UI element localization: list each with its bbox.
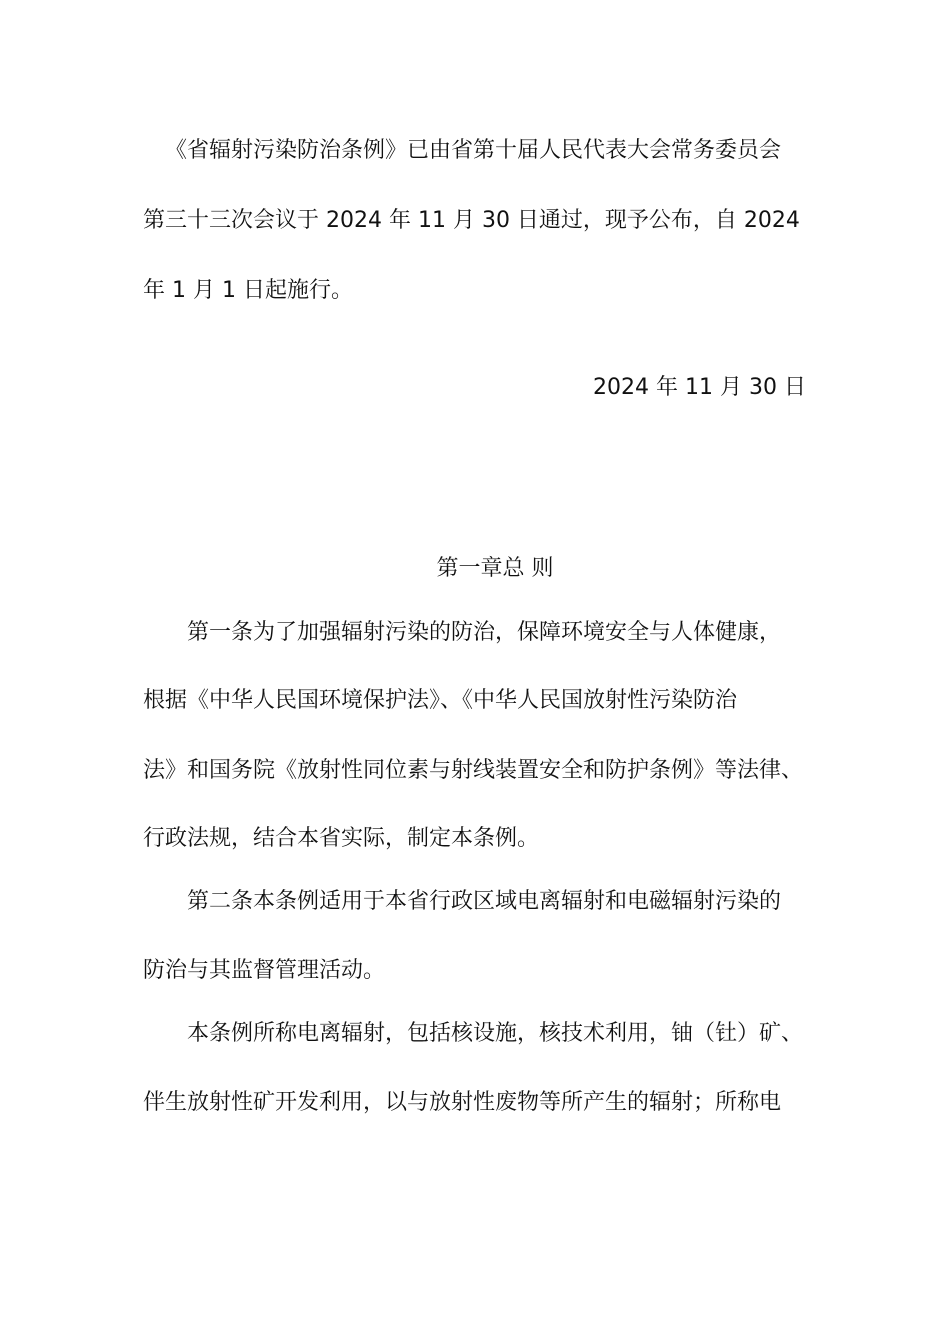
- chapter-title: 第一章总 则: [436, 556, 554, 581]
- article-3-line-2: 伴生放射性矿开发利用，以与放射性废物等所产生的辐射；所称电: [143, 1090, 782, 1115]
- article-2-line-2: 防治与其监督管理活动。: [143, 958, 386, 983]
- article-1-line-2: 根据《中华人民国环境保护法》、《中华人民国放射性污染防治: [143, 688, 738, 713]
- article-1-line-4: 行政法规，结合本省实际，制定本条例。: [143, 826, 540, 851]
- article-1-line-3: 法》和国务院《放射性同位素与射线装置安全和防护条例》等法律、: [143, 758, 804, 783]
- article-2-line-1: 第二条本条例适用于本省行政区域电离辐射和电磁辐射污染的: [187, 889, 782, 914]
- announcement-line-1: 《省辐射污染防治条例》已由省第十届人民代表大会常务委员会: [165, 138, 782, 163]
- article-3-line-1: 本条例所称电离辐射，包括核设施，核技术利用，铀（钍）矿、: [187, 1021, 804, 1046]
- announcement-date: 2024 年 11 月 30 日: [593, 375, 806, 400]
- announcement-line-3: 年 1 月 1 日起施行。: [143, 278, 353, 303]
- article-1-line-1: 第一条为了加强辐射污染的防治，保障环境安全与人体健康，: [187, 620, 782, 645]
- announcement-line-2: 第三十三次会议于 2024 年 11 月 30 日通过，现予公布，自 2024: [143, 208, 800, 233]
